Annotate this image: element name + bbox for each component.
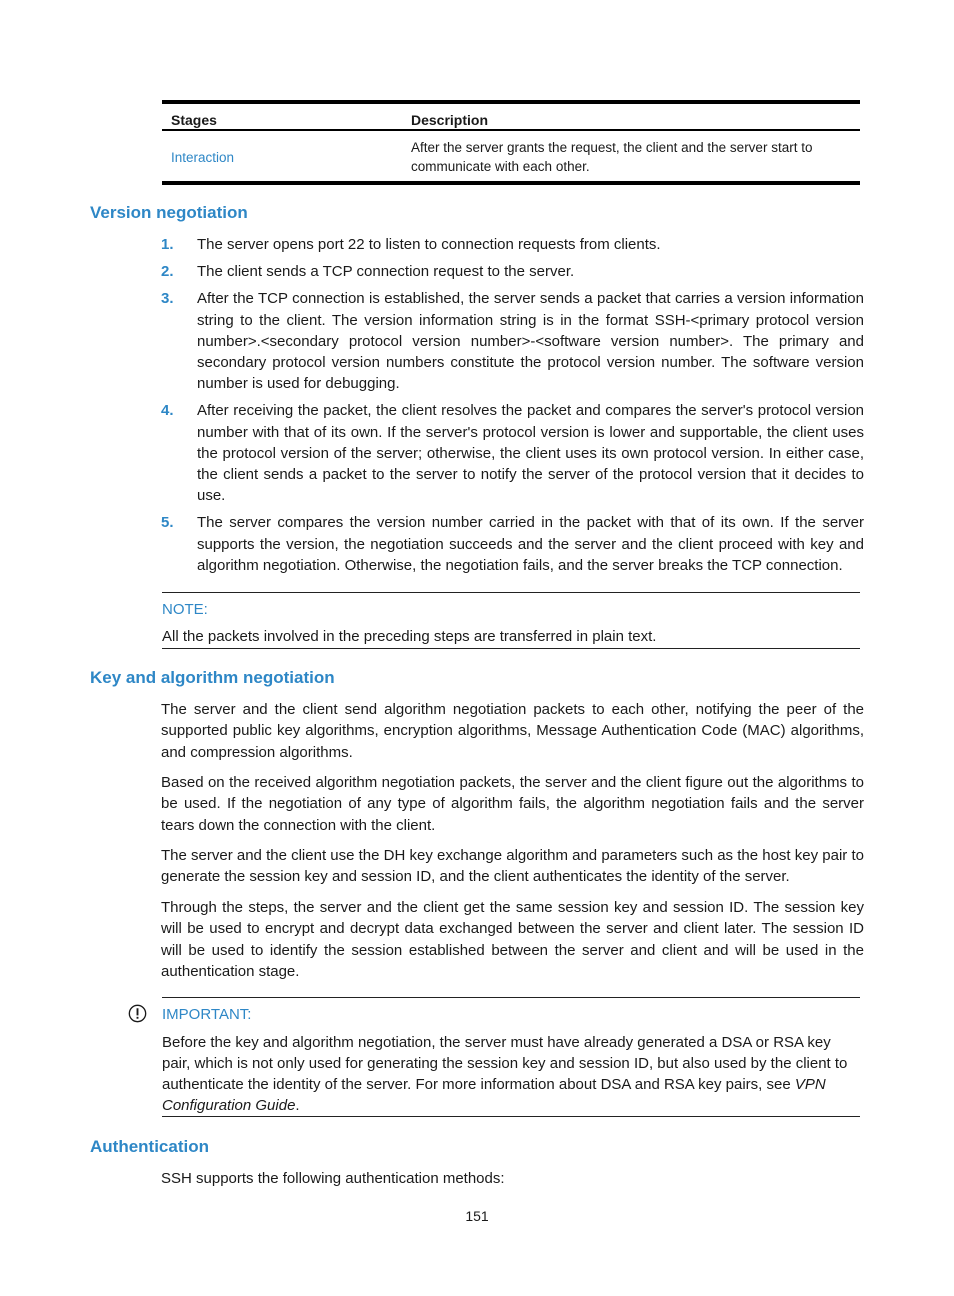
important-text [162, 1025, 860, 1116]
table-cell-description: After the server grants the request, the client and the server start to communicate with each other. [411, 140, 813, 174]
table-row [162, 131, 860, 181]
heading-authentication: Authentication [90, 1137, 209, 1156]
important-body: Before the key and algorithm negotiation, the server must have already generated a DSA or RSA key pair, which is not only used for generating the session key and session ID, but also used by the client to authenticate the identity of the server. For more information about DSA and RSA key pairs, see [162, 1034, 848, 1093]
list-item [161, 400, 864, 506]
step-text: After the TCP connection is established, the server sends a packet that carries a version information string to the client. The version information string is in the format SSH-<primary protocol version number>.<secondary protocol version number>-<software version number>. The primary and secondary protocol version numbers constitute the protocol version number. The software version number is used for debugging. [197, 290, 864, 393]
important-label: IMPORTANT: [162, 1006, 252, 1023]
step-number: 4. [161, 402, 174, 420]
table-header-stages: Stages [171, 112, 217, 128]
step-text: After receiving the packet, the client resolves the packet and compares the server's protocol version number with that of its own. If the server's protocol version is lower and supportable, the client uses the protocol version of the server; otherwise, the client uses its own protocol version. In either case, the client sends a packet to the server to notify the server of the protocol version that it decides to use. [197, 402, 864, 505]
list-item [161, 261, 864, 282]
note-box [162, 592, 860, 649]
important-icon [128, 1004, 147, 1023]
paragraph: SSH supports the following authentication methods: [161, 1170, 505, 1187]
paragraph: Based on the received algorithm negotiation packets, the server and the client figure out the algorithms to be used. If the negotiation of any type of algorithm fails, the algorithm negotiation fails and the server tears down the connection with the client. [161, 774, 864, 834]
paragraph: Through the steps, the server and the client get the same session key and session ID. The session key will be used to encrypt and decrypt data exchanged between the server and client later. The session ID will be used to identify the session established between the server and client and will be used in the authentication stage. [161, 899, 864, 980]
guide-reference: VPN Configuration Guide [162, 1076, 826, 1114]
list-item [161, 234, 864, 255]
list-item [161, 288, 864, 394]
table-header-row [162, 104, 860, 131]
version-steps-list [161, 234, 864, 582]
table-cell-stage: Interaction [171, 149, 235, 165]
important-box [162, 997, 860, 1117]
step-number: 1. [161, 236, 174, 253]
heading-key-algorithm-negotiation: Key and algorithm negotiation [90, 668, 335, 687]
step-number: 2. [161, 263, 174, 281]
heading-version-negotiation: Version negotiation [90, 203, 248, 222]
note-label: NOTE: [162, 601, 208, 618]
step-text: The server compares the version number carried in the packet with that of its own. If the server supports the version, the negotiation succeeds and the server and the client proceed with key and algorithm negotiation. Otherwise, the negotiation fails, and the server breaks the TCP connection. [197, 514, 864, 574]
paragraph: The server and the client use the DH key exchange algorithm and parameters such as the host key pair to generate the session key and session ID, and the client authenticates the identity of the server. [161, 847, 864, 886]
paragraph: The server and the client send algorithm negotiation packets to each other, notifying the peer of the supported public key algorithms, encryption algorithms, Message Authentication Code (MAC) algorithms, and compression algorithms. [161, 701, 864, 761]
important-end: . [295, 1097, 300, 1114]
table-header-description: Description [411, 112, 489, 128]
stages-table [162, 100, 860, 185]
list-item [161, 512, 864, 576]
step-number: 3. [161, 290, 174, 308]
step-number: 5. [161, 514, 174, 532]
step-text: The client sends a TCP connection request to the server. [197, 263, 575, 281]
note-text: All the packets involved in the preceding steps are transferred in plain text. [162, 628, 657, 645]
page-number: 151 [465, 1208, 489, 1224]
step-text: The server opens port 22 to listen to connection requests from clients. [197, 236, 661, 253]
